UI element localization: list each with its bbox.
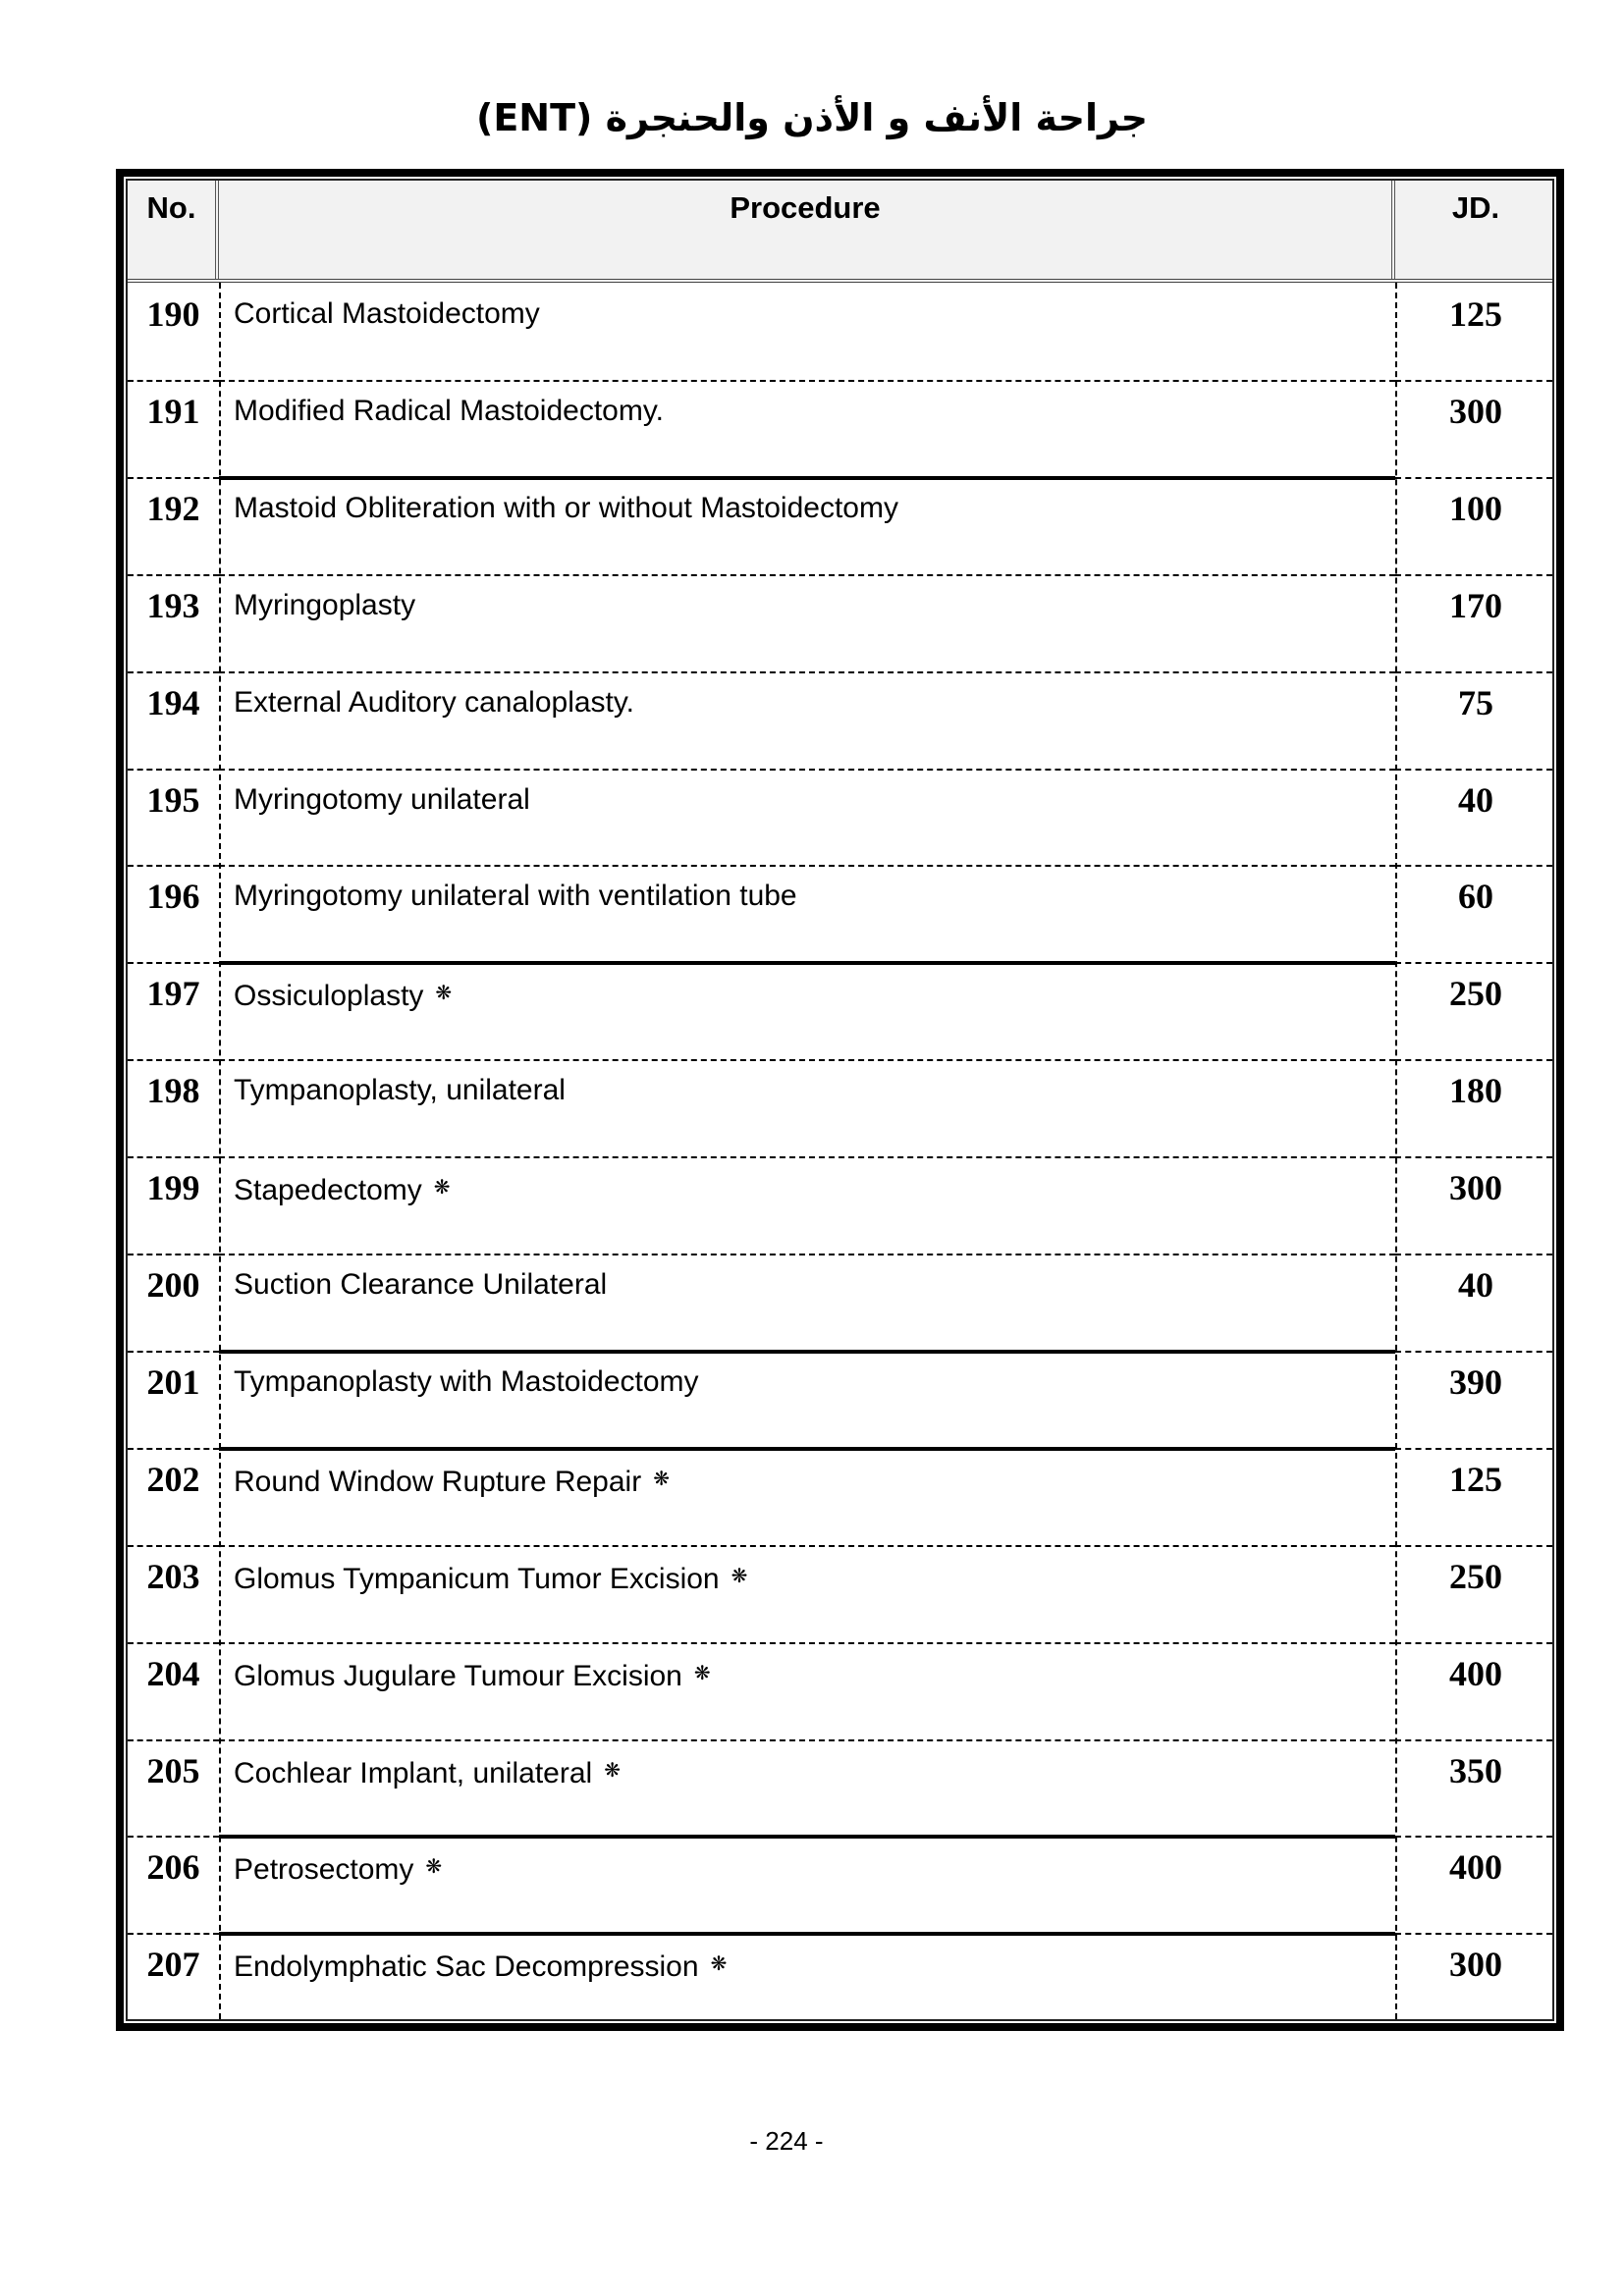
table-row bbox=[128, 1156, 1552, 1254]
header-jd: JD. bbox=[1451, 190, 1500, 225]
table-inner-frame bbox=[124, 177, 1556, 2023]
table-row bbox=[128, 769, 1552, 866]
cell-procedure bbox=[234, 1059, 1382, 1110]
cell-number: 191 bbox=[146, 391, 200, 431]
cell-procedure bbox=[234, 1156, 1382, 1210]
cell-procedure bbox=[234, 380, 1382, 431]
table-row bbox=[128, 1545, 1552, 1642]
cell-price-jd: 125 bbox=[1449, 294, 1502, 334]
procedure-text: Suction Clearance Unilateral bbox=[234, 1268, 608, 1301]
cell-number: 198 bbox=[146, 1071, 200, 1111]
procedure-text: Myringotomy unilateral bbox=[234, 782, 530, 816]
cell-price-jd: 40 bbox=[1458, 779, 1493, 820]
procedure-text: Stapedectomy bbox=[234, 1174, 422, 1207]
table-row bbox=[128, 1351, 1552, 1448]
table-row bbox=[128, 1933, 1552, 2030]
cell-procedure bbox=[234, 865, 1382, 916]
cell-procedure bbox=[234, 283, 1382, 334]
asterisk-icon: ❋ bbox=[710, 1953, 728, 1976]
cell-procedure bbox=[234, 1642, 1382, 1696]
cell-price-jd: 300 bbox=[1449, 1945, 1502, 1985]
cell-procedure bbox=[234, 671, 1382, 722]
table-row bbox=[128, 477, 1552, 574]
cell-price-jd: 250 bbox=[1449, 974, 1502, 1014]
table-row bbox=[128, 671, 1552, 769]
page-title: جراحة الأنف و الأذن والحنجرة (ENT) bbox=[475, 96, 1149, 139]
cell-number: 201 bbox=[146, 1362, 200, 1402]
table-header-row bbox=[128, 181, 1552, 283]
cell-price-jd: 180 bbox=[1449, 1071, 1502, 1111]
procedure-text: Cochlear Implant, unilateral bbox=[234, 1756, 593, 1789]
cell-number: 202 bbox=[146, 1459, 200, 1499]
cell-number: 200 bbox=[146, 1265, 200, 1305]
table-row bbox=[128, 574, 1552, 671]
page-number: - 224 - bbox=[749, 2126, 824, 2156]
cell-number: 190 bbox=[146, 294, 200, 334]
table-row bbox=[128, 865, 1552, 962]
cell-procedure bbox=[234, 1739, 1382, 1793]
cell-price-jd: 125 bbox=[1449, 1459, 1502, 1499]
cell-price-jd: 350 bbox=[1449, 1750, 1502, 1790]
cell-procedure bbox=[234, 477, 1382, 528]
cell-procedure bbox=[234, 574, 1382, 625]
cell-number: 193 bbox=[146, 585, 200, 625]
cell-price-jd: 60 bbox=[1458, 877, 1493, 917]
cell-procedure bbox=[234, 1448, 1382, 1502]
cell-procedure bbox=[234, 769, 1382, 820]
cell-number: 192 bbox=[146, 488, 200, 528]
asterisk-icon: ❋ bbox=[425, 1856, 443, 1879]
procedure-text: Cortical Mastoidectomy bbox=[234, 297, 540, 330]
cell-price-jd: 75 bbox=[1458, 682, 1493, 722]
cell-price-jd: 170 bbox=[1449, 585, 1502, 625]
cell-number: 205 bbox=[146, 1750, 200, 1790]
procedure-text: Mastoid Obliteration with or without Mastoidectomy bbox=[234, 491, 898, 524]
asterisk-icon: ❋ bbox=[604, 1759, 621, 1782]
cell-procedure bbox=[234, 1254, 1382, 1305]
procedure-text: Ossiculoplasty bbox=[234, 980, 424, 1013]
asterisk-icon: ❋ bbox=[693, 1662, 711, 1684]
procedure-text: Glomus Tympanicum Tumor Excision bbox=[234, 1562, 720, 1595]
table-row bbox=[128, 1254, 1552, 1351]
table-row bbox=[128, 1642, 1552, 1739]
procedure-text: Myringotomy unilateral with ventilation tube bbox=[234, 880, 797, 913]
cell-procedure bbox=[234, 1933, 1382, 1987]
asterisk-icon: ❋ bbox=[433, 1177, 451, 1200]
cell-price-jd: 300 bbox=[1449, 391, 1502, 431]
cell-price-jd: 400 bbox=[1449, 1653, 1502, 1693]
procedure-text: External Auditory canaloplasty. bbox=[234, 685, 635, 719]
table-row bbox=[128, 1739, 1552, 1837]
fee-table bbox=[116, 169, 1564, 2031]
cell-price-jd: 40 bbox=[1458, 1265, 1493, 1305]
header-procedure: Procedure bbox=[219, 181, 1395, 279]
cell-number: 207 bbox=[146, 1945, 200, 1985]
cell-procedure bbox=[234, 1836, 1382, 1890]
cell-number: 196 bbox=[146, 877, 200, 917]
cell-price-jd: 100 bbox=[1449, 488, 1502, 528]
table-row bbox=[128, 283, 1552, 380]
asterisk-icon: ❋ bbox=[435, 983, 453, 1005]
table-row bbox=[128, 962, 1552, 1059]
cell-price-jd: 400 bbox=[1449, 1847, 1502, 1888]
cell-number: 199 bbox=[146, 1168, 200, 1208]
table-row bbox=[128, 1059, 1552, 1156]
cell-procedure bbox=[234, 1351, 1382, 1402]
asterisk-icon: ❋ bbox=[653, 1468, 670, 1490]
cell-procedure bbox=[234, 962, 1382, 1016]
procedure-text: Round Window Rupture Repair bbox=[234, 1465, 642, 1498]
cell-number: 203 bbox=[146, 1556, 200, 1596]
cell-price-jd: 250 bbox=[1449, 1556, 1502, 1596]
cell-number: 194 bbox=[146, 682, 200, 722]
table-row bbox=[128, 380, 1552, 477]
procedure-text: Endolymphatic Sac Decompression bbox=[234, 1950, 699, 1984]
procedure-text: Petrosectomy bbox=[234, 1853, 414, 1887]
cell-number: 195 bbox=[146, 779, 200, 820]
cell-procedure bbox=[234, 1545, 1382, 1599]
asterisk-icon: ❋ bbox=[731, 1565, 748, 1587]
table-row bbox=[128, 1836, 1552, 1933]
procedure-text: Tympanoplasty, unilateral bbox=[234, 1074, 566, 1107]
table-row bbox=[128, 1448, 1552, 1545]
cell-price-jd: 300 bbox=[1449, 1168, 1502, 1208]
cell-number: 206 bbox=[146, 1847, 200, 1888]
table-body bbox=[126, 179, 1554, 2021]
procedure-text: Glomus Jugulare Tumour Excision bbox=[234, 1659, 682, 1692]
procedure-text: Myringoplasty bbox=[234, 588, 416, 621]
procedure-text: Modified Radical Mastoidectomy. bbox=[234, 394, 664, 427]
cell-number: 197 bbox=[146, 974, 200, 1014]
procedure-text: Tympanoplasty with Mastoidectomy bbox=[234, 1364, 699, 1398]
cell-price-jd: 390 bbox=[1449, 1362, 1502, 1402]
header-no: No. bbox=[128, 181, 219, 279]
cell-number: 204 bbox=[146, 1653, 200, 1693]
